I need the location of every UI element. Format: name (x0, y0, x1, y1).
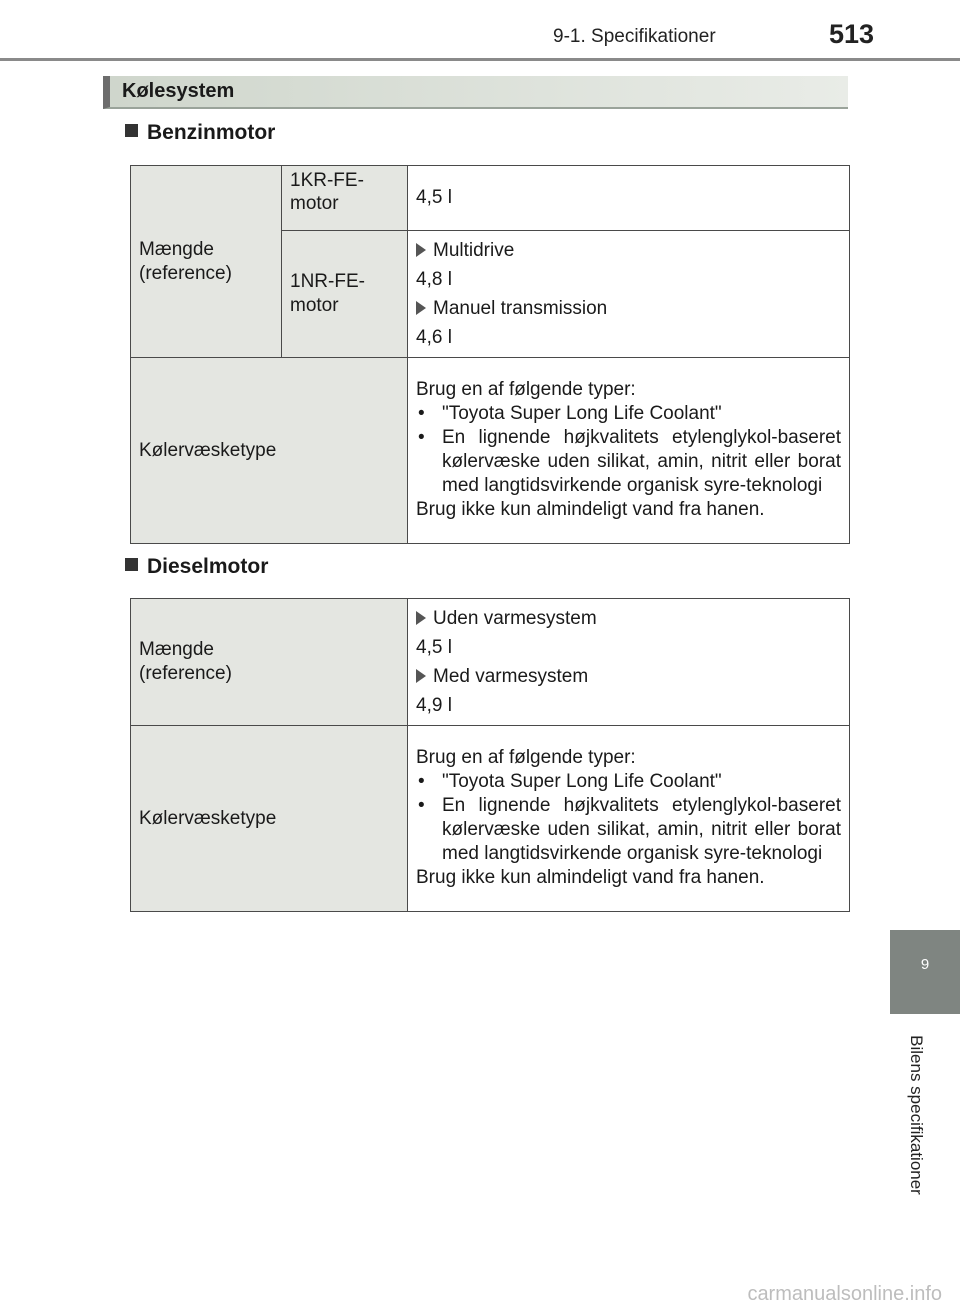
quantity-label: Mængde (reference) (131, 166, 282, 358)
value-multidrive: 4,8 l (416, 269, 452, 290)
engine-1kr-value: 4,5 l (408, 166, 850, 231)
bullet-dot-icon: • (418, 794, 425, 816)
value-no-heater: 4,5 l (416, 637, 452, 658)
coolant-bullet: • "Toyota Super Long Life Coolant" (418, 770, 722, 792)
engine-1kr-label: 1KR-FE- motor (282, 166, 408, 231)
engine-1nr-label: 1NR-FE- motor (282, 231, 408, 358)
value-manual: 4,6 l (416, 327, 452, 348)
option-with-heater: Med varmesystem (416, 662, 841, 691)
square-bullet-icon (125, 558, 138, 571)
benzin-spec-table (130, 165, 850, 544)
chapter-title: Bilens specifikationer (907, 1035, 926, 1195)
quantity-label: Mængde (reference) (131, 599, 408, 726)
coolant-bullet: • "Toyota Super Long Life Coolant" (418, 402, 722, 424)
triangle-right-icon (416, 301, 426, 315)
table-row (131, 166, 850, 231)
table-row (131, 358, 850, 544)
coolant-type-value: Brug en af følgende typer: • "Toyota Super Long Life Coolant" • En lignende højkvalitets etylenglykol-baseret kølervæske uden silikat, amin, nitrit eller borat med langtidsvirkende organisk syre-teknologi Brug ikke kun almindeligt vand fra hanen. (408, 358, 850, 544)
triangle-right-icon (416, 243, 426, 257)
coolant-bullet: • En lignende højkvalitets etylenglykol-baseret kølervæske uden silikat, amin, nitrit eller borat med langtidsvirkende organisk syre-teknologi (418, 794, 841, 864)
header-section-title: 9-1. Specifikationer (553, 26, 716, 47)
triangle-right-icon (416, 669, 426, 683)
triangle-right-icon (416, 611, 426, 625)
section-title-bar (103, 76, 848, 109)
chapter-number: 9 (920, 956, 930, 973)
chapter-title-vertical (868, 1017, 960, 1213)
page-number: 513 (829, 19, 875, 49)
engine-1nr-values (408, 231, 850, 358)
option-multidrive: Multidrive (416, 236, 841, 265)
table-row (131, 599, 850, 726)
coolant-bullet: • En lignende højkvalitets etylenglykol-baseret kølervæske uden silikat, amin, nitrit eller borat med langtidsvirkende organisk syre-teknologi (418, 426, 841, 496)
section-title: Kølesystem (122, 80, 235, 102)
option-manual: Manuel transmission (416, 294, 841, 323)
chapter-tab (890, 930, 960, 1014)
square-bullet-icon (125, 124, 138, 137)
coolant-type-label: Kølervæsketype (131, 358, 408, 544)
option-no-heater: Uden varmesystem (416, 604, 841, 633)
bullet-dot-icon: • (418, 402, 425, 424)
diesel-quantity-values (408, 599, 850, 726)
benzin-heading: Benzinmotor (125, 121, 275, 145)
coolant-type-value: Brug en af følgende typer: • "Toyota Super Long Life Coolant" • En lignende højkvalitets etylenglykol-baseret kølervæske uden silikat, amin, nitrit eller borat med langtidsvirkende organisk syre-teknologi Brug ikke kun almindeligt vand fra hanen. (408, 726, 850, 912)
watermark: carmanualsonline.info (747, 1283, 942, 1305)
header-divider (0, 58, 960, 61)
diesel-heading: Dieselmotor (125, 555, 268, 579)
table-row (131, 726, 850, 912)
diesel-spec-table (130, 598, 850, 912)
coolant-type-label: Kølervæsketype (131, 726, 408, 912)
bullet-dot-icon: • (418, 770, 425, 792)
bullet-dot-icon: • (418, 426, 425, 448)
value-with-heater: 4,9 l (416, 695, 452, 716)
